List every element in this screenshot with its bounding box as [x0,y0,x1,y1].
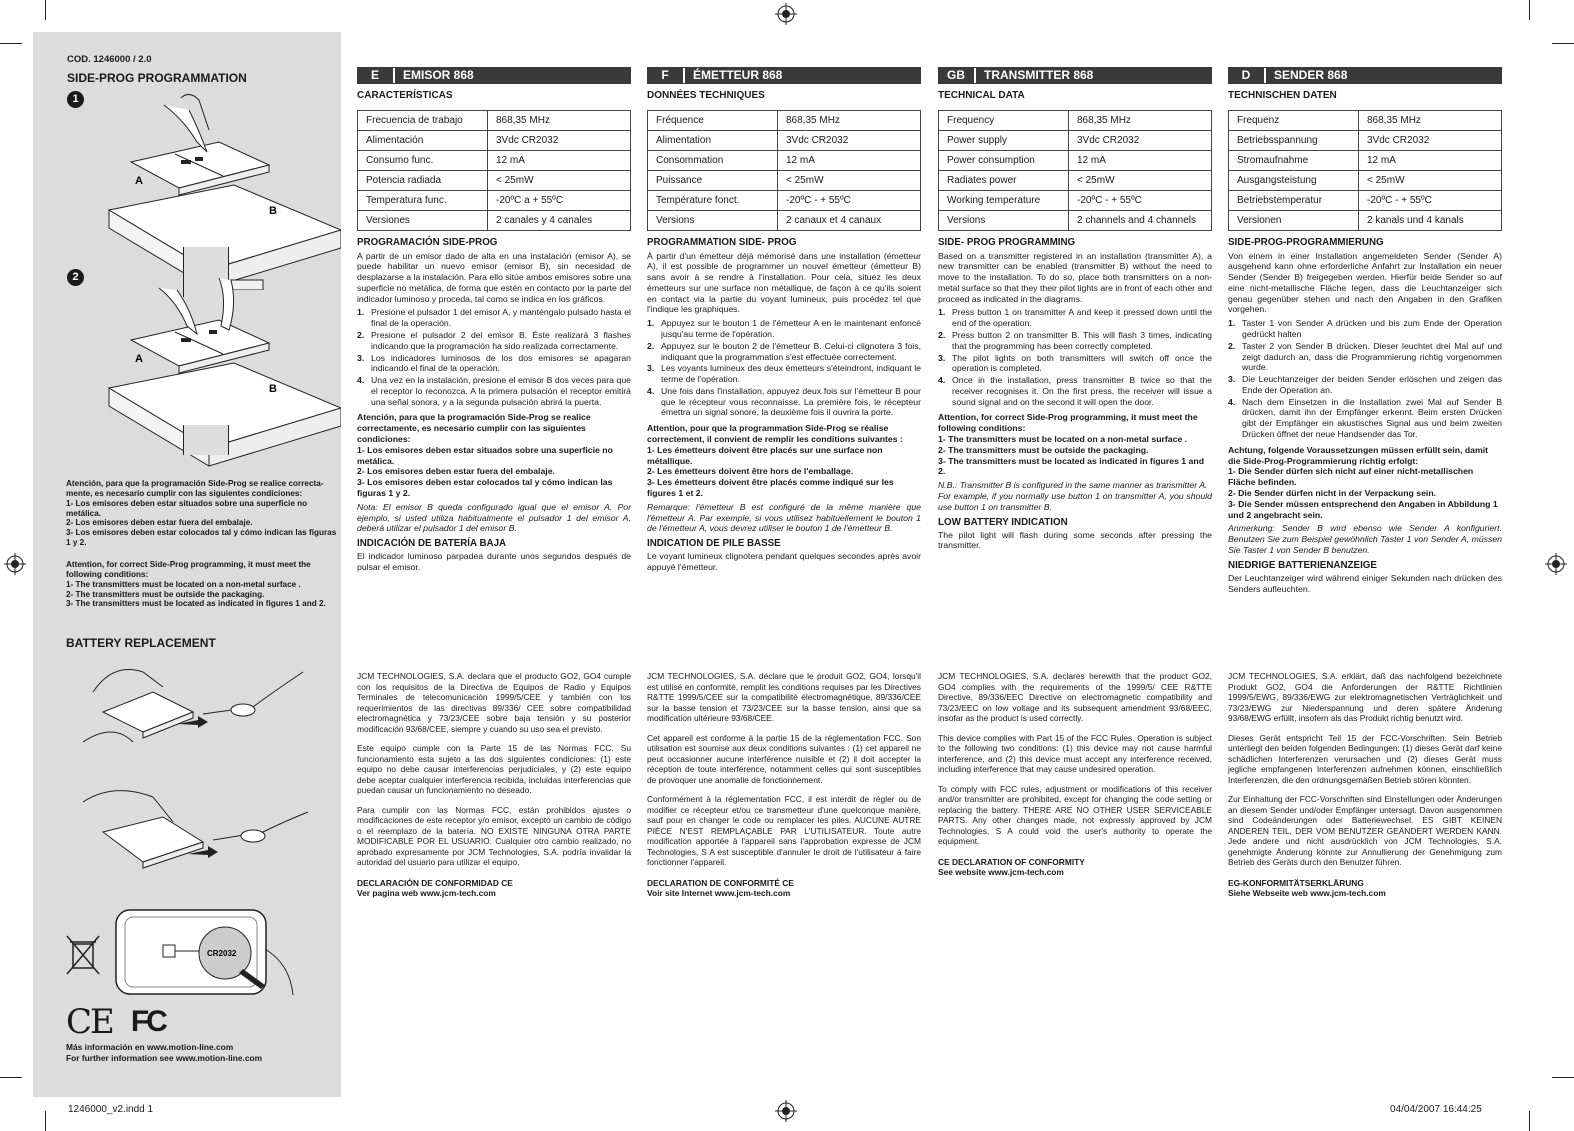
configuration-note: Remarque: l'émetteur B est configuré de la même manière que l'émetteur A. Par exemple, si vous utilisez habituellement le bouton 1 de l'émetteur A, vous devrez utiliser le bouton 1 de l'émetteur B. [647,501,921,534]
specs-table [938,110,1212,231]
low-battery-title: INDICACIÓN DE BATERÍA BAJA [357,538,507,550]
spec-label: Versions [648,211,778,231]
more-info [66,1042,262,1065]
spec-row [648,191,921,211]
legal-paragraph: Para cumplir con las Normas FCC, están prohibidos ajustes o modificaciones de este receptor y/o emisor, excepto un cambio de código o el reemplazo de la batería. NO EXISTE NINGUNA OTRA PARTE MODIFICABLE POR EL USUARIO. Cualquier otro cambio realizado, no aprobado expresamente por JCM Technologies, S.A. podría invalidar la autoridad del usuario para utilizar el equipo. [357,804,631,867]
spec-value: 2 kanals und 4 kanals [1359,211,1502,231]
attention-es-line: 2- Los emisores deben estar fuera del embalaje. [66,518,253,528]
programming-steps [357,307,631,407]
step-text: Press button 2 on transmitter B. This will flash 3 times, indicating that the programming has been correctly completed. [952,330,1212,351]
sidebar [33,32,341,1097]
spec-value: 2 canaux et 4 canaux [778,211,921,231]
legal-paragraph: Cet appareil est conforme à la partie 15 de la réglementation FCC. Son utilisation est soumise aux deux conditions suivantes : (1) cet appareil ne peut occasionner aucune interférence nuisible et (2) il doit accepter la réception de toute interférence, notamment celles qui sont susceptibles de provoquer une anomalie de fonctionnement. [647,732,921,785]
spec-row [1229,211,1502,231]
legal-paragraph: This device complies with Part 15 of the FCC Rules. Operation is subject to the following two conditions: (1) this device may not cause harmful interference, and (2) this device must accept any interference received, including interference that may cause undesired operation. [938,732,1212,774]
spec-value: 12 mA [1069,151,1212,171]
step [647,363,921,385]
step-number: 3. [938,352,946,363]
low-battery-text: El indicador luminoso parpadea durante unos segundos después de pulsar el emisor. [357,551,631,572]
step-number: 1. [357,307,365,318]
programming-title: PROGRAMMATION SIDE- PROG [647,237,797,249]
spec-value: 3Vdc CR2032 [778,131,921,151]
spec-row [358,191,631,211]
certification-marks [66,1002,165,1042]
spec-label: Betriebstemperatur [1229,191,1359,211]
step-text: Taster 2 von Sender B drücken. Dieser leuchtet drei Mal auf und zeigt dadurch an, dass die Programmierung richtig vorgenommen wurde. [1242,340,1502,373]
spec-value: -20ºC a + 55ºC [488,191,631,211]
step [647,341,921,363]
legal-paragraph: JCM TECHNOLOGIES, S.A. déclare que le produit GO2, GO4, lorsqu'il est utilisé en conformité, remplit les conditions requises par les Directives R&TTE 1999/5/CEE sur la compatibilité électromagnétique, 89/336/CEE sur la basse tension et 73/23/CEE sur la basse tension, ainsi que sa modification ultérieure 93/68/CEE. [647,671,921,723]
spec-row [1229,131,1502,151]
spec-label: Versionen [1229,211,1359,231]
spec-label: Consumo func. [358,151,488,171]
step-text: The pilot lights on both transmitters will switch off once the operation is completed. [952,352,1212,374]
step-number: 2. [938,330,946,340]
legal-fr [647,671,921,899]
specs-title: TECHNICAL DATA [938,90,1025,101]
figure-2-label-b: B [269,383,277,395]
column-header [647,67,921,84]
spec-value: < 25mW [778,171,921,191]
attention-es [66,479,342,548]
legal-paragraph: JCM TECHNOLOGIES, S.A. declares herewith that the product GO2, GO4 complies with the requirements of the 1999/5/ CEE R&TTE Directive, 89/336/EEC Directive on electromagnetic compatibility and 73/23/EEC on low voltage and its subsequent amendment 93/68/EEC, insofar as the product is used correctly. [938,671,1212,723]
spec-label: Radiates power [939,171,1069,191]
registration-mark-icon [4,553,26,575]
column-en [938,67,1212,554]
spec-label: Betriebsspannung [1229,131,1359,151]
registration-mark-icon [775,1100,797,1122]
step [1228,374,1502,396]
declaration-link: Siehe Webseite web www.jcm-tech.com [1228,888,1386,898]
spec-value: 12 mA [488,151,631,171]
declaration-title: DECLARATION DE CONFORMITÉ CE [647,877,794,888]
product-code: COD. 1246000 / 2.0 [67,54,152,65]
spec-value: 868,35 MHz [488,111,631,131]
step-number: 4. [938,375,946,386]
step [938,375,1212,407]
programming-intro: À partir d'un émetteur déjà mémorisé dans une installation (émetteur A), il est possible de programmer un nouvel émetteur (émetteur B) sans avoir à se rendre à l'installation. Pour cela, situez les deux émetteurs sur une surface non métallique, de façon à ce qu'ils soient en contact via la partie du voyant lumineux, puis procédez tel que l'indique les graphiques. [647,250,921,315]
step-number: 3. [357,352,365,363]
legal-paragraph: JCM TECHNOLOGIES, S.A. declara que el producto GO2, GO4 cumple con los requisitos de la Directiva de Equipos de Radio y Equipos Terminales de telecomunicación 1999/5/CEE y también con los requerimientos de las directivas 89/336/ CEE sobre compatibilidad electromagnética y 73/23/CEE sobre baja tensión y su posterior modificación 93/68/CEE, siempre y cuando su uso sea el previsto. [357,671,631,734]
specs-title: TECHNISCHEN DATEN [1228,90,1337,101]
low-battery-title: INDICATION DE PILE BASSE [647,538,781,550]
step [1228,341,1502,373]
step [357,353,631,375]
step-text: Taster 1 von Sender A drücken und bis zum Ende der Operation gedrückt halten [1242,318,1502,339]
attention-en-line: 1- The transmitters must be located on a non-metal surface . [66,579,301,589]
step-text: Les voyants lumineux des deux émetteurs s'éteindront, indiquant le terme de l'opération. [661,363,921,385]
low-battery-title: NIEDRIGE BATTERIENANZEIGE [1228,559,1377,571]
step [647,386,921,418]
sidebar-header [67,54,339,85]
programming-title: SIDE- PROG PROGRAMMING [938,237,1076,249]
spec-value: -20ºC - + 55ºC [778,191,921,211]
language-code: F [647,68,685,83]
spec-row [648,131,921,151]
attention-conditions: Atención, para que la programación Side-Prog se realice correctamente, es necesario cumplir con las siguientes condiciones: 1- Los emisores deben estar situados sobre una superficie no metálica. 2- Los emisores deben estar fuera del embalaje. 3- Los emisores deben estar colocados tal y cómo indican las figuras 1 y 2. [357,412,613,498]
column-fr [647,67,921,576]
spec-row [939,151,1212,171]
specs-title: CARACTERÍSTICAS [357,90,453,101]
low-battery-text: Der Leuchtanzeiger wird während einiger Sekunden nach drücken des Senders aufleuchten. [1228,572,1502,594]
declaration-block [647,878,921,899]
spec-label: Temperatura func. [358,191,488,211]
declaration-title: DECLARACIÓN DE CONFORMIDAD CE [357,877,513,888]
spec-row [648,151,921,171]
spec-label: Frequenz [1229,111,1359,131]
footer-filename: 1246000_v2.indd 1 [68,1104,154,1115]
step [357,307,631,329]
configuration-note: Anmerkung: Sender B wird ebenso wie Sender A konfiguriert. Benutzen Sie zum Beispiel gewöhnlich Taster 1 von Sender A, müssen Sie Taster 1 von Sender B benutzen. [1228,523,1502,555]
spec-label: Frecuencia de trabajo [358,111,488,131]
spec-value: 868,35 MHz [1359,111,1502,131]
low-battery-title: LOW BATTERY INDICATION [938,516,1068,528]
crop-mark [1552,43,1574,44]
attention-en-line: Attention, for correct Side-Prog programming, it must meet the following conditions: [66,560,311,579]
spec-row [358,151,631,171]
figure-2-label-a: A [135,353,143,365]
programming-title: PROGRAMACIÓN SIDE-PROG [357,237,498,249]
spec-row [939,131,1212,151]
footer-timestamp: 04/04/2007 16:44:25 [1390,1104,1482,1115]
step-text: Presione el pulsador 2 del emisor B. Éste realizará 3 flashes indicando que la programación ha sido realizada correctamente. [371,330,631,351]
spec-value: < 25mW [1359,171,1502,191]
language-code: D [1228,68,1266,83]
low-battery-text: The pilot light will flash during some seconds after pressing the transmitter. [938,529,1212,551]
step-number: 2. [357,330,365,340]
column-de [1228,67,1502,597]
product-name: SENDER 868 [1274,68,1348,83]
spec-value: < 25mW [488,171,631,191]
declaration-block [938,857,1212,878]
declaration-block [1228,878,1502,899]
spec-label: Température fonct. [648,191,778,211]
spec-label: Versions [939,211,1069,231]
step [938,307,1212,329]
crop-mark [0,43,22,44]
spec-label: Working temperature [939,191,1069,211]
declaration-title: EG-KONFORMITÄTSERKLÄRUNG [1228,877,1364,888]
spec-row [358,211,631,231]
spec-label: Fréquence [648,111,778,131]
specs-title: DONNÉES TECHNIQUES [647,90,765,101]
spec-value: -20ºC - + 55ºC [1359,191,1502,211]
step-number: 4. [1228,396,1236,407]
attention-conditions: Achtung, folgende Voraussetzungen müssen erfüllt sein, damit die Side-Prog-Programmierung richtig erfolgt: 1- Die Sender dürfen sich nicht auf einer nicht-metallischen Fläche befinden. 2- Die Sender dürfen nicht in der Verpackung sein. 3- Die Sender müssen entsprechend den Angaben in Abbildung 1 und 2 angebracht sein. [1228,444,1498,520]
registration-mark-icon [1545,553,1567,575]
spec-label: Puissance [648,171,778,191]
step-number: 4. [647,385,655,396]
spec-label: Power consumption [939,151,1069,171]
figure-1-label-b: B [269,205,277,217]
spec-row [939,211,1212,231]
figure-2-pillar [183,425,229,455]
spec-value: 12 mA [778,151,921,171]
spec-label: Versiones [358,211,488,231]
ce-mark-icon: CE [66,1002,113,1042]
product-name: EMISOR 868 [403,68,474,83]
crop-mark [45,0,46,20]
attention-en [66,560,342,609]
step-number: 3. [647,363,655,374]
legal-paragraph: To comply with FCC rules, adjustment or modifications of this receiver and/or transmitter are prohibited, except for changing the code setting or replacing the battery. THERE ARE NO OTHER USER SERVICEABLE PARTS. Any other changes made, not expressly approved by JCM Technologies, S A could void the user's authority to operate the equipment. [938,783,1212,846]
step-text: Appuyez sur le bouton 1 de l'émetteur A en le maintenant enfoncé jusqu'au terme de l'opération. [661,318,921,339]
battery-step-2-illustration [83,782,313,902]
figure-1-label-a: A [135,175,143,187]
step-text: Once in the installation, press transmitter B twice so that the receiver recognises it. On the first press, the receiver will issue a sound signal and on the second it will open the door. [952,375,1212,407]
step [938,353,1212,375]
step-number: 1. [1228,318,1236,329]
spec-row [1229,171,1502,191]
step-number: 1. [647,318,655,329]
configuration-note: Nota: El emisor B queda configurado igual que el emisor A. Por ejemplo, si usted utiliza habitualmente el pulsador 1 del emisor A, deberá utilizar el pulsador 1 del emisor B. [357,501,631,534]
declaration-link: Voir site Internet www.jcm-tech.com [647,888,791,898]
step-number: 1. [938,307,946,318]
language-code: GB [938,68,976,83]
legal-paragraph: Dieses Gerät entspricht Teil 15 der FCC-Vorschriften. Sein Betrieb unterliegt den beiden folgenden Bedingungen: (1) dieses Gerät darf keine schädlichen Interferenzen verursachen und (2) dieses Gerät muss jegliche empfangenen Interferenzen aufnehmen können, einschließlich Interferenzen, die den ordnungsgemäßen Betrieb stören könnten. [1228,732,1502,785]
legal-paragraph: Conformément à la réglementation FCC, il est interdit de régler ou de modifier ce récepteur et/ou ce transmetteur d'une quelconque manière, sauf pour en changer le code ou remplacer les piles. AUCUNE AUTRE PIÈCE N'EST REMPLAÇABLE PAR L'UTILISATEUR. Toute autre modification apportée à l'appareil sans l'approbation expresse de JCM Technologies, S A est susceptible d'annuler le droit de l'utilisateur à faire fonctionner l'appareil. [647,794,921,867]
spec-value: 3Vdc CR2032 [1069,131,1212,151]
battery-label: CR2032 [207,949,237,958]
weee-bin-icon [63,932,103,977]
battery-step-1-illustration [83,652,313,772]
spec-label: Alimentación [358,131,488,151]
more-info-en: For further information see www.motion-line.com [66,1053,263,1064]
language-code: E [357,68,395,83]
spec-row [358,171,631,191]
configuration-note: N.B.: Transmitter B is configured in the same manner as transmitter A. For example, if you normally use button 1 on transmitter A, you should use button 1 on transmitter B. [938,480,1212,512]
spec-value: 3Vdc CR2032 [488,131,631,151]
crop-mark [45,1111,46,1131]
low-battery-text: Le voyant lumineux clignotera pendant quelques secondes après avoir appuyé l'émetteur. [647,551,921,572]
attention-es-line: Atención, para que la programación Side-Prog se realice correcta-mente, es necesario cumplir con las siguientes condiciones: [66,479,324,498]
step-text: Los indicadores luminosos de los dos emisores se apagaran indicando el final de la operación. [371,352,631,374]
battery-compartment-illustration [115,909,295,995]
declaration-link: See website www.jcm-tech.com [938,867,1064,877]
product-name: ÉMETTEUR 868 [693,68,783,83]
figure-1-number: 1 [67,91,84,108]
attention-en-line: 2- The transmitters must be outside the packaging. [66,589,265,599]
spec-label: Power supply [939,131,1069,151]
programming-steps [1228,318,1502,440]
step [357,330,631,352]
step-number: 2. [647,340,655,351]
step-number: 3. [1228,374,1236,385]
legal-paragraph: Este equipo cumple con la Parte 15 de las Normas FCC. Su funcionamiento esta sujeto a las dos siguientes condiciones: (1) este equipo no debe causar interferencias perjudiciales, y (2) este equipo debe aceptar cualquier interferencia recibida, incluidas interferencias que puedan causar un funcionamiento no deseado. [357,743,631,795]
spec-row [1229,191,1502,211]
crop-mark [1552,1077,1574,1078]
legal-de [1228,671,1502,899]
spec-row [358,111,631,131]
crop-mark [0,1077,22,1078]
specs-table [357,110,631,231]
programming-intro: Based on a transmitter registered in an installation (transmitter A), a new transmitter can be enabled (transmitter B) without the need to move to the installation. To do so, place both transmitters on a non-metal surface so that they their pilot lights are in front of each other and proceed as indicated in the diagrams. [938,250,1212,304]
attention-es-line: 1- Los emisores deben estar situados sobre una superficie no metálica. [66,498,308,518]
spec-row [939,171,1212,191]
attention-conditions: Attention, pour que la programmation Side-Prog se réalise correctement, il convient de remplir les conditions suivantes : 1- Les émetteurs doivent être placés sur une surface non métallique. 2- Les émetteurs doivent être hors de l'emballage. 3- Les émetteurs doivent être placés comme indiqué sur les figures 1 et 2. [647,423,903,498]
spec-row [939,191,1212,211]
declaration-block [357,878,631,899]
step-text: Une fois dans l'installation, appuyez deux fois sur l'émetteur B pour que le récepteur vous reconnaisse. La première fois, le récepteur émettra un signal sonore, la deuxième fois il ouvrira la porte. [661,385,921,418]
step-text: Press button 1 on transmitter A and keep it pressed down until the end of the operation. [952,307,1212,329]
spec-row [648,171,921,191]
spec-row [648,211,921,231]
step-number: 2. [1228,340,1236,351]
sidebar-title: SIDE-PROG PROGRAMMATION [67,71,247,85]
step [647,318,921,340]
crop-mark [1529,0,1530,20]
legal-paragraph: JCM TECHNOLOGIES, S.A. erklärt, daß das nachfolgend bezeichnete Produkt GO2, GO4 die Anforderungen der R&TTE Richtlinien 1999/5/EWG, 89/336/EWG zur elektromagnetischen Verträglichkeit und 73/23/EWG zur Niederspannung und deren spätere Änderung 93/68/EWG erfüllt, insofern als das Produkt richtig benutzt wird. [1228,671,1502,723]
legal-en [938,671,1212,878]
figure-2-number: 2 [67,269,84,286]
spec-row [358,131,631,151]
product-name: TRANSMITTER 868 [984,68,1094,83]
declaration-title: CE DECLARATION OF CONFORMITY [938,856,1085,867]
fcc-mark-icon: FC [130,1005,165,1038]
legal-paragraph: Zur Einhaltung der FCC-Vorschriften sind Einstellungen oder Änderungen an diesem Sender und/oder Empfänger untersagt. Davon ausgenommen sind Codeänderungen oder Batteriewechsel. ES GIBT KEINEN ANDEREN TEIL, DER VOM BENUTZER GEÄNDERT WERDEN KANN. Jede andere und nicht ausdrücklich von JCM Technologies, S.A. genehmigte Änderung könnte zur Annullierung der Genehmigung zum Betrieb des Geräts durch den Benutzer führen. [1228,794,1502,867]
spec-label: Consommation [648,151,778,171]
step [1228,397,1502,440]
attention-conditions: Attention, for correct Side-Prog programming, it must meet the following conditions: 1- The transmitters must be located on a non-metal surface . 2- The transmitters must be outside the packaging. 3- The transmitters must be located as indicated in figures 1 and 2. [938,412,1204,477]
step [938,330,1212,352]
spec-label: Alimentation [648,131,778,151]
spec-label: Frequency [939,111,1069,131]
step-number: 4. [357,375,365,386]
battery-replacement-title: BATTERY REPLACEMENT [66,636,216,650]
step-text: Presione el pulsador 1 del emisor A, y manténgalo pulsado hasta el final de la operación. [371,307,631,329]
spec-value: 2 canales y 4 canales [488,211,631,231]
spec-row [1229,111,1502,131]
step [1228,318,1502,340]
spec-row [648,111,921,131]
registration-mark-icon [775,3,797,25]
column-header [357,67,631,84]
column-header [938,67,1212,84]
column-es [357,67,631,576]
step-text: Die Leuchtanzeiger der beiden Sender erlöschen und zeigen das Ende der Operation an. [1242,374,1502,395]
spec-value: 2 channels and 4 channels [1069,211,1212,231]
spec-label: Ausgangsteistung [1229,171,1359,191]
spec-value: -20ºC - + 55ºC [1069,191,1212,211]
programming-intro: A partir de un emisor dado de alta en una instalación (emisor A), se puede habilitar un nuevo emisor (emisor B), sin necesidad de desplazarse a la instalación. Para ello sitúe ambos emisores sobre una superficie no metálica, de forma que estén en contacto por la parte del indicador luminoso y proceda, tal como se indica en los gráficos. [357,250,631,304]
programming-steps [647,318,921,418]
step-text: Una vez en la instalación, presione el emisor B dos veces para que el receptor lo reconozca. A la primera pulsación el receptor emitirá una señal sonora, y a la segunda pulsación abrirá la puerta. [371,375,631,407]
more-info-es: Más información en www.motion-line.com [66,1042,234,1052]
programming-intro: Von einem in einer Installation angemeldeten Sender (Sender A) ausgehend kann ohne erforderliche Anfahrt zur Installation ein neuer Sender (Sender B) freigegeben werden. Hierfür beide Sender so auf eine nicht-metallische Fläche legen, dass die Leuchtanzeiger sich genau gegenüber stehen und nach den Angaben in den Grafiken vorgehen. [1228,250,1502,315]
spec-row [1229,151,1502,171]
spec-value: 3Vdc CR2032 [1359,131,1502,151]
spec-value: 868,35 MHz [1069,111,1212,131]
step-text: Appuyez sur le bouton 2 de l'émetteur B. Celui-ci clignotera 3 fois, indiquant que la programmation s'est effectuée correctement. [661,340,921,362]
spec-value: 12 mA [1359,151,1502,171]
attention-es-line: 3- Los emisores deben estar colocados tal y cómo indican las figuras 1 y 2. [66,528,337,548]
spec-value: < 25mW [1069,171,1212,191]
programming-title: SIDE-PROG-PROGRAMMIERUNG [1228,237,1384,249]
step-text: Nach dem Einsetzen in die Installation zwei Mal auf Sender B drücken, damit ihn der Empfänger erkennt. Beim ersten Drücken gibt der Empfänger ein akustisches Signal aus und beim zweiten Drücken öffnet der neue Handsender das Tor. [1242,396,1502,440]
declaration-link: Ver pagina web www.jcm-tech.com [357,888,496,898]
spec-label: Potencia radiada [358,171,488,191]
step [357,375,631,407]
specs-table [647,110,921,231]
legal-es [357,671,631,899]
attention-en-line: 3- The transmitters must be located as indicated in figures 1 and 2. [66,599,326,609]
specs-table [1228,110,1502,231]
spec-value: 868,35 MHz [778,111,921,131]
spec-label: Stromaufnahme [1229,151,1359,171]
column-header [1228,67,1502,84]
spec-row [939,111,1212,131]
programming-steps [938,307,1212,407]
crop-mark [1529,1111,1530,1131]
